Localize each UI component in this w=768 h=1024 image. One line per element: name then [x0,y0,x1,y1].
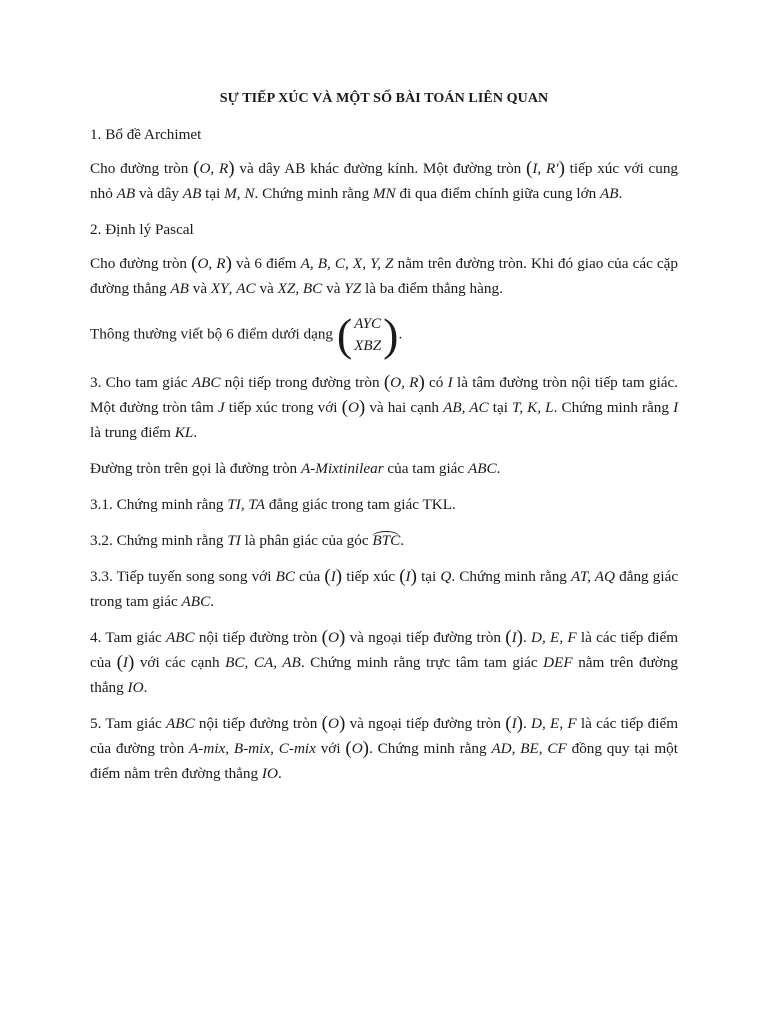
section-3-1-text: 3.1. Chứng minh rằng TI, TA đẳng giác trong tam giác TKL. [90,496,456,513]
section-3-3-text: 3.3. Tiếp tuyến song song với BC của (I) tiếp xúc (I) tại Q. Chứng minh rằng AT, AQ đẳng giác trong tam giác ABC. [90,566,679,610]
matrix-bottom-row: XBZ [354,337,382,354]
page-title: SỰ TIẾP XÚC VÀ MỘT SỐ BÀI TOÁN LIÊN QUAN [219,91,549,106]
section-2-note: Thông thường viết bộ 6 điểm dưới dạng ( AYC XBZ ) . [90,309,403,360]
document-body [90,122,678,797]
section-3-text: 3. Cho tam giác ABC nội tiếp trong đường tròn (O, R) có I là tâm đường tròn nội tiếp tam giác. Một đường tròn tâm J tiếp xúc trong với (O) và hai cạnh AB, AC tại T, K, L. Chứng minh rằng I là trung điểm KL. [90,372,679,441]
arc-btc: BTC [372,532,401,549]
section-1-heading: 1. Bổ đề Archimet [90,126,202,143]
section-5-text: 5. Tam giác ABC nội tiếp đường tròn (O) và ngoại tiếp đường tròn (I). D, E, F là các tiếp điểm của đường tròn A-mix, B-mix, C-mix với (O). Chứng minh rằng AD, BE, CF đồng quy tại một điểm nằm trên đường thẳng IO. [90,713,679,782]
section-3-2-text: 3.2. Chứng minh rằng TI là phân giác của góc BTC. [90,532,405,549]
section-2-text: Cho đường tròn (O, R) và 6 điểm A, B, C, X, Y, Z nằm trên đường tròn. Khi đó giao của các cặp đường thẳng AB và XY, AC và XZ, BC và YZ là ba điểm thẳng hàng. [90,253,678,297]
six-point-matrix: ( AYC XBZ ) [336,309,399,360]
matrix-top-row: AYC [354,315,382,332]
section-4-text: 4. Tam giác ABC nội tiếp đường tròn (O) và ngoại tiếp đường tròn (I). D, E, F là các tiếp điểm của (I) với các cạnh BC, CA, AB. Chứng minh rằng trực tâm tam giác DEF nằm trên đường thẳng IO. [90,627,679,696]
section-1-text: Cho đường tròn (O, R) và dây AB khác đường kính. Một đường tròn (I, R′) tiếp xúc với cung nhỏ AB và dây AB tại M, N. Chứng minh rằng MN đi qua điểm chính giữa cung lớn AB. [90,158,679,202]
section-3-note: Đường tròn trên gọi là đường tròn A-Mixtinilear của tam giác ABC. [90,460,501,477]
section-2-heading: 2. Định lý Pascal [90,221,194,238]
